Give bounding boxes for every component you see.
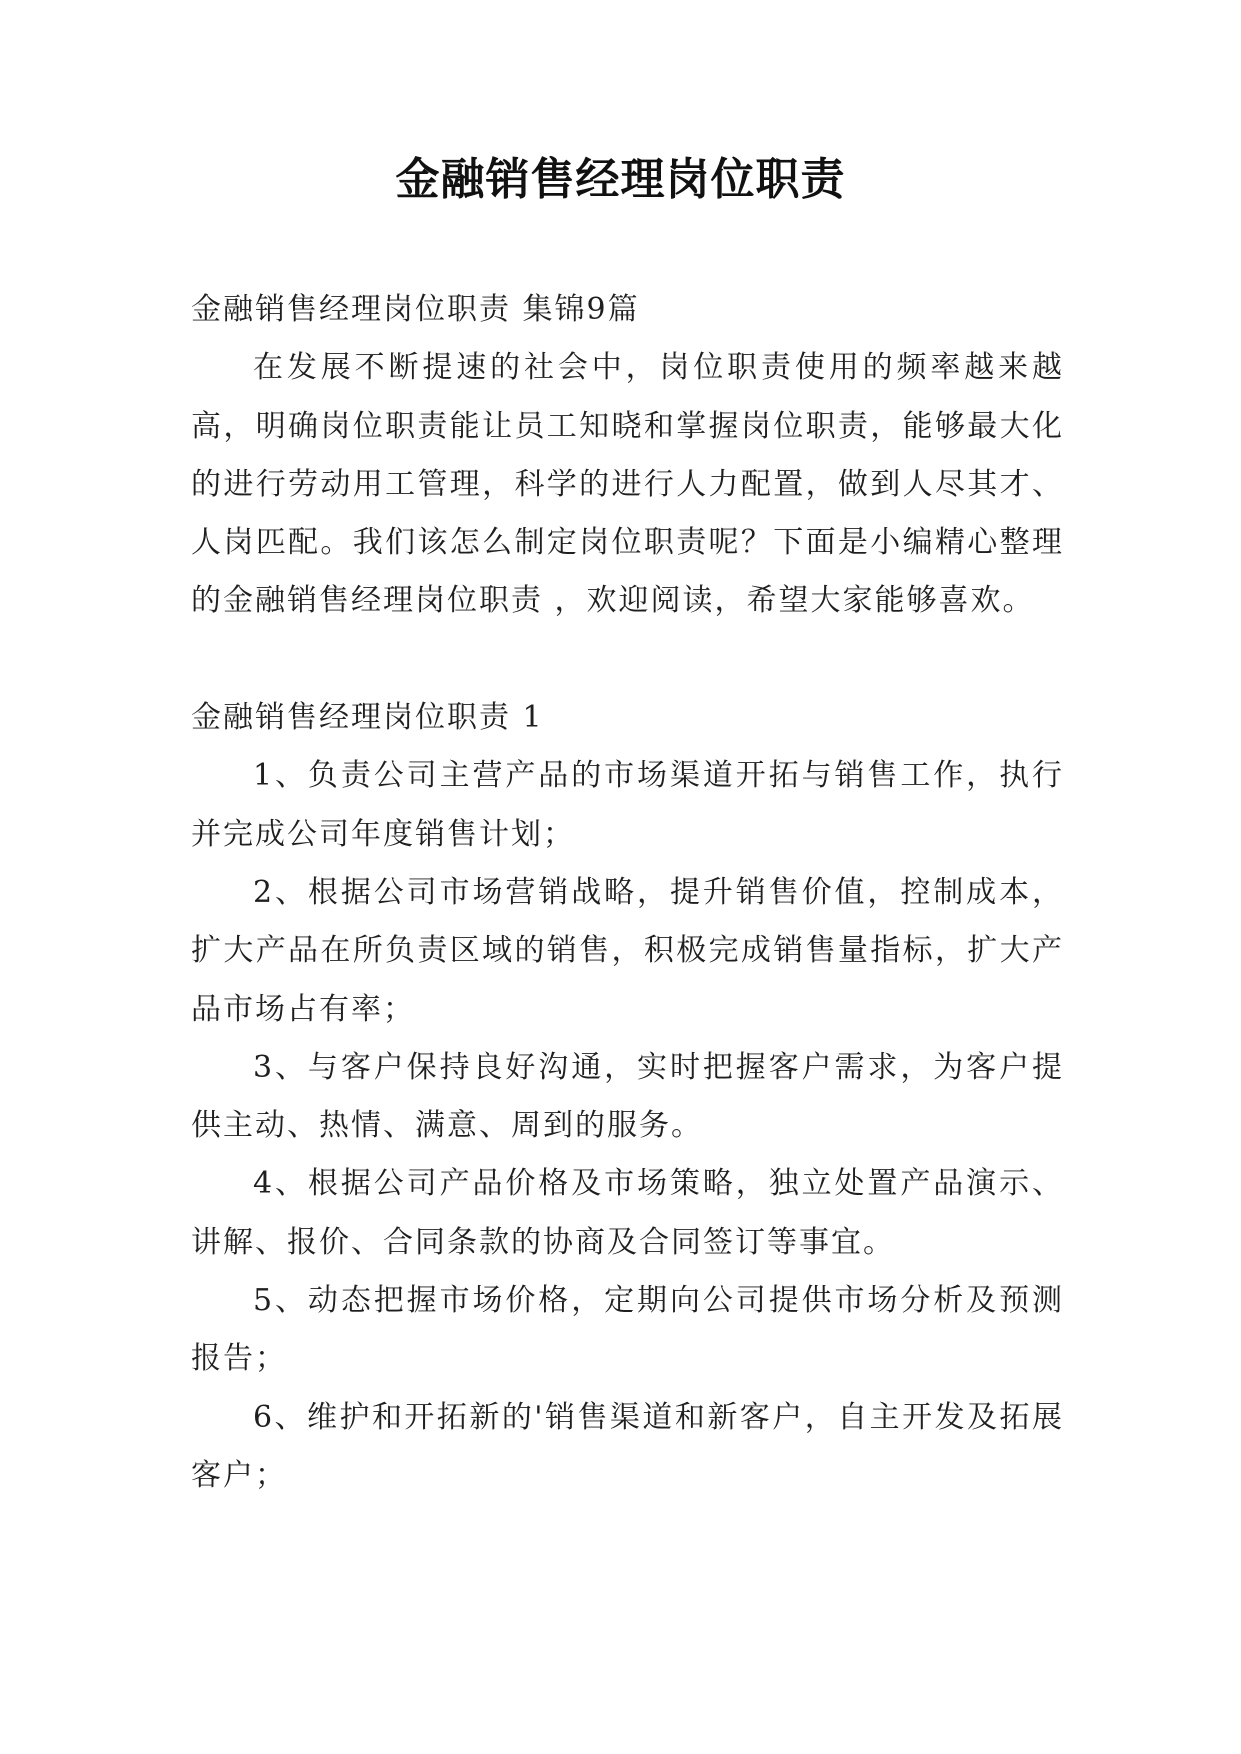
list-item: 1、负责公司主营产品的市场渠道开拓与销售工作，执行并完成公司年度销售计划； xyxy=(191,758,1064,852)
list-item: 6、维护和开拓新的'销售渠道和新客户，自主开发及拓展客户； xyxy=(191,1399,1064,1493)
paragraph-spacer xyxy=(191,631,1064,689)
document-subtitle: 金融销售经理岗位职责 集锦9篇 xyxy=(191,292,640,327)
intro-paragraph: 在发展不断提速的社会中，岗位职责使用的频率越来越高，明确岗位职责能让员工知晓和掌握岗位职责，能够最大化的进行劳动用工管理，科学的进行人力配置，做到人尽其才、人岗匹配。我们该怎么制定岗位职责呢？下面是小编精心整理的金融销售经理岗位职责 ，欢迎阅读，希望大家能够喜欢。 xyxy=(191,350,1064,619)
list-item: 5、动态把握市场价格，定期向公司提供市场分析及预测报告； xyxy=(191,1283,1064,1377)
list-item: 3、与客户保持良好沟通，实时把握客户需求，为客户提供主动、热情、满意、周到的服务。 xyxy=(191,1049,1064,1144)
list-item: 4、根据公司产品价格及市场策略，独立处置产品演示、讲解、报价、合同条款的协商及合同签订等事宜。 xyxy=(191,1166,1064,1260)
list-item: 2、根据公司市场营销战略，提升销售价值，控制成本，扩大产品在所负责区域的销售，积极完成销售量指标，扩大产品市场占有率； xyxy=(191,874,1064,1027)
document-body xyxy=(191,281,1064,1505)
section-heading: 金融销售经理岗位职责 1 xyxy=(191,700,544,736)
document-title: 金融销售经理岗位职责 xyxy=(395,154,846,205)
